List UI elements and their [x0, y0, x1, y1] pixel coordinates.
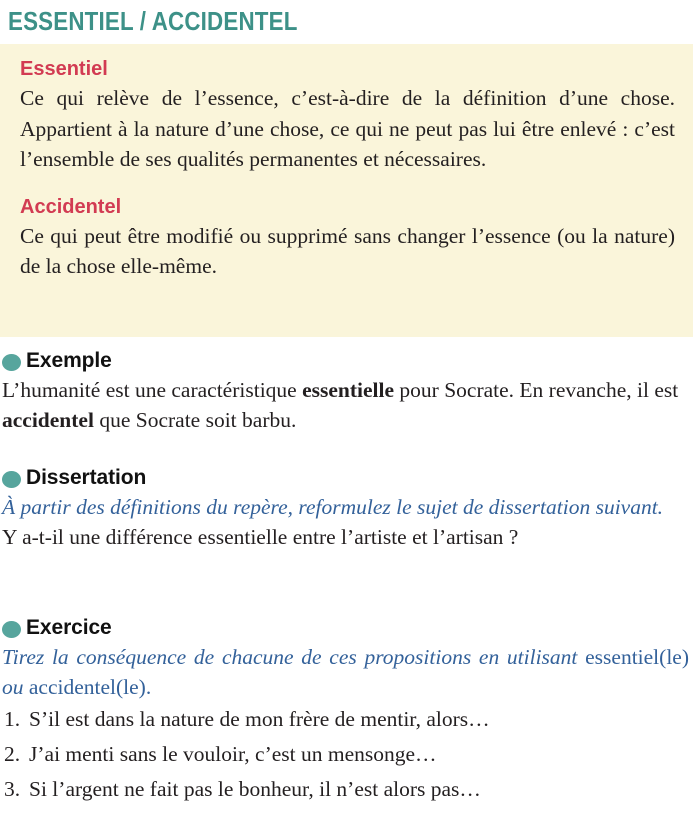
section-label-exemple: Exemple [26, 349, 112, 372]
filled-circle-icon [2, 621, 21, 638]
exercice-instruction-roman-1: essentiel(le) [585, 645, 689, 669]
exemple-bold-essentielle: essentielle [302, 378, 395, 402]
definition-box [0, 44, 693, 337]
dissertation-instruction: À partir des définitions du repère, reformulez le sujet de dissertation suivant. [2, 495, 664, 519]
exemple-text-3: que Socrate soit barbu. [93, 408, 297, 432]
list-item-number: 1. [4, 707, 21, 731]
exercice-instruction-italic-2: ou [2, 675, 29, 699]
exercice-instruction [2, 642, 689, 702]
section-dissertation [0, 466, 693, 552]
exemple-bold-accidentel: accidentel [2, 408, 94, 432]
section-heading-exemple [2, 349, 689, 373]
exercice-list [2, 702, 689, 807]
list-item-text: Si l’argent ne fait pas le bonheur, il n’est alors pas… [29, 777, 481, 801]
exercice-instruction-roman-2: accidentel(le). [28, 675, 152, 699]
list-item-number: 3. [4, 777, 21, 801]
list-item [2, 737, 689, 772]
list-item-text: S’il est dans la nature de mon frère de mentir, alors… [29, 707, 490, 731]
section-exercice [0, 616, 693, 807]
section-exemple [0, 349, 693, 435]
section-label-dissertation: Dissertation [26, 466, 147, 489]
list-item-number: 2. [4, 742, 21, 766]
section-label-exercice: Exercice [26, 616, 112, 639]
list-item-text: J’ai menti sans le vouloir, c’est un mensonge… [29, 742, 437, 766]
filled-circle-icon [2, 354, 21, 371]
term-label-accidentel: Accidentel [20, 195, 122, 218]
section-heading-dissertation [2, 466, 689, 490]
list-item [2, 772, 689, 807]
term-definition-essentiel: Ce qui relève de l’essence, c’est-à-dire de la définition d’une chose. Appartient à la nature d’une chose, ce qui ne peut pas lui être enlevé : c’est l’ensemble de ses qualités permanentes et nécessaires. [20, 86, 675, 171]
page-title: ESSENTIEL / ACCIDENTEL [8, 6, 298, 36]
term-definition-accidentel: Ce qui peut être modifié ou supprimé sans changer l’essence (ou la nature) de la chose elle-même. [20, 223, 675, 278]
exemple-text-2: pour Socrate. En revanche, il est [394, 378, 679, 402]
exemple-paragraph [2, 375, 689, 435]
list-item [2, 702, 689, 737]
filled-circle-icon [2, 471, 21, 488]
exemple-text-1: L’humanité est une caractéristique [2, 378, 303, 402]
section-heading-exercice [2, 616, 689, 640]
exercice-instruction-italic-1: Tirez la conséquence de chacune de ces propositions en utilisant [2, 645, 586, 669]
dissertation-subject: Y a-t-il une différence essentielle entre l’artiste et l’artisan ? [2, 525, 519, 549]
term-label-essentiel: Essentiel [20, 58, 108, 80]
